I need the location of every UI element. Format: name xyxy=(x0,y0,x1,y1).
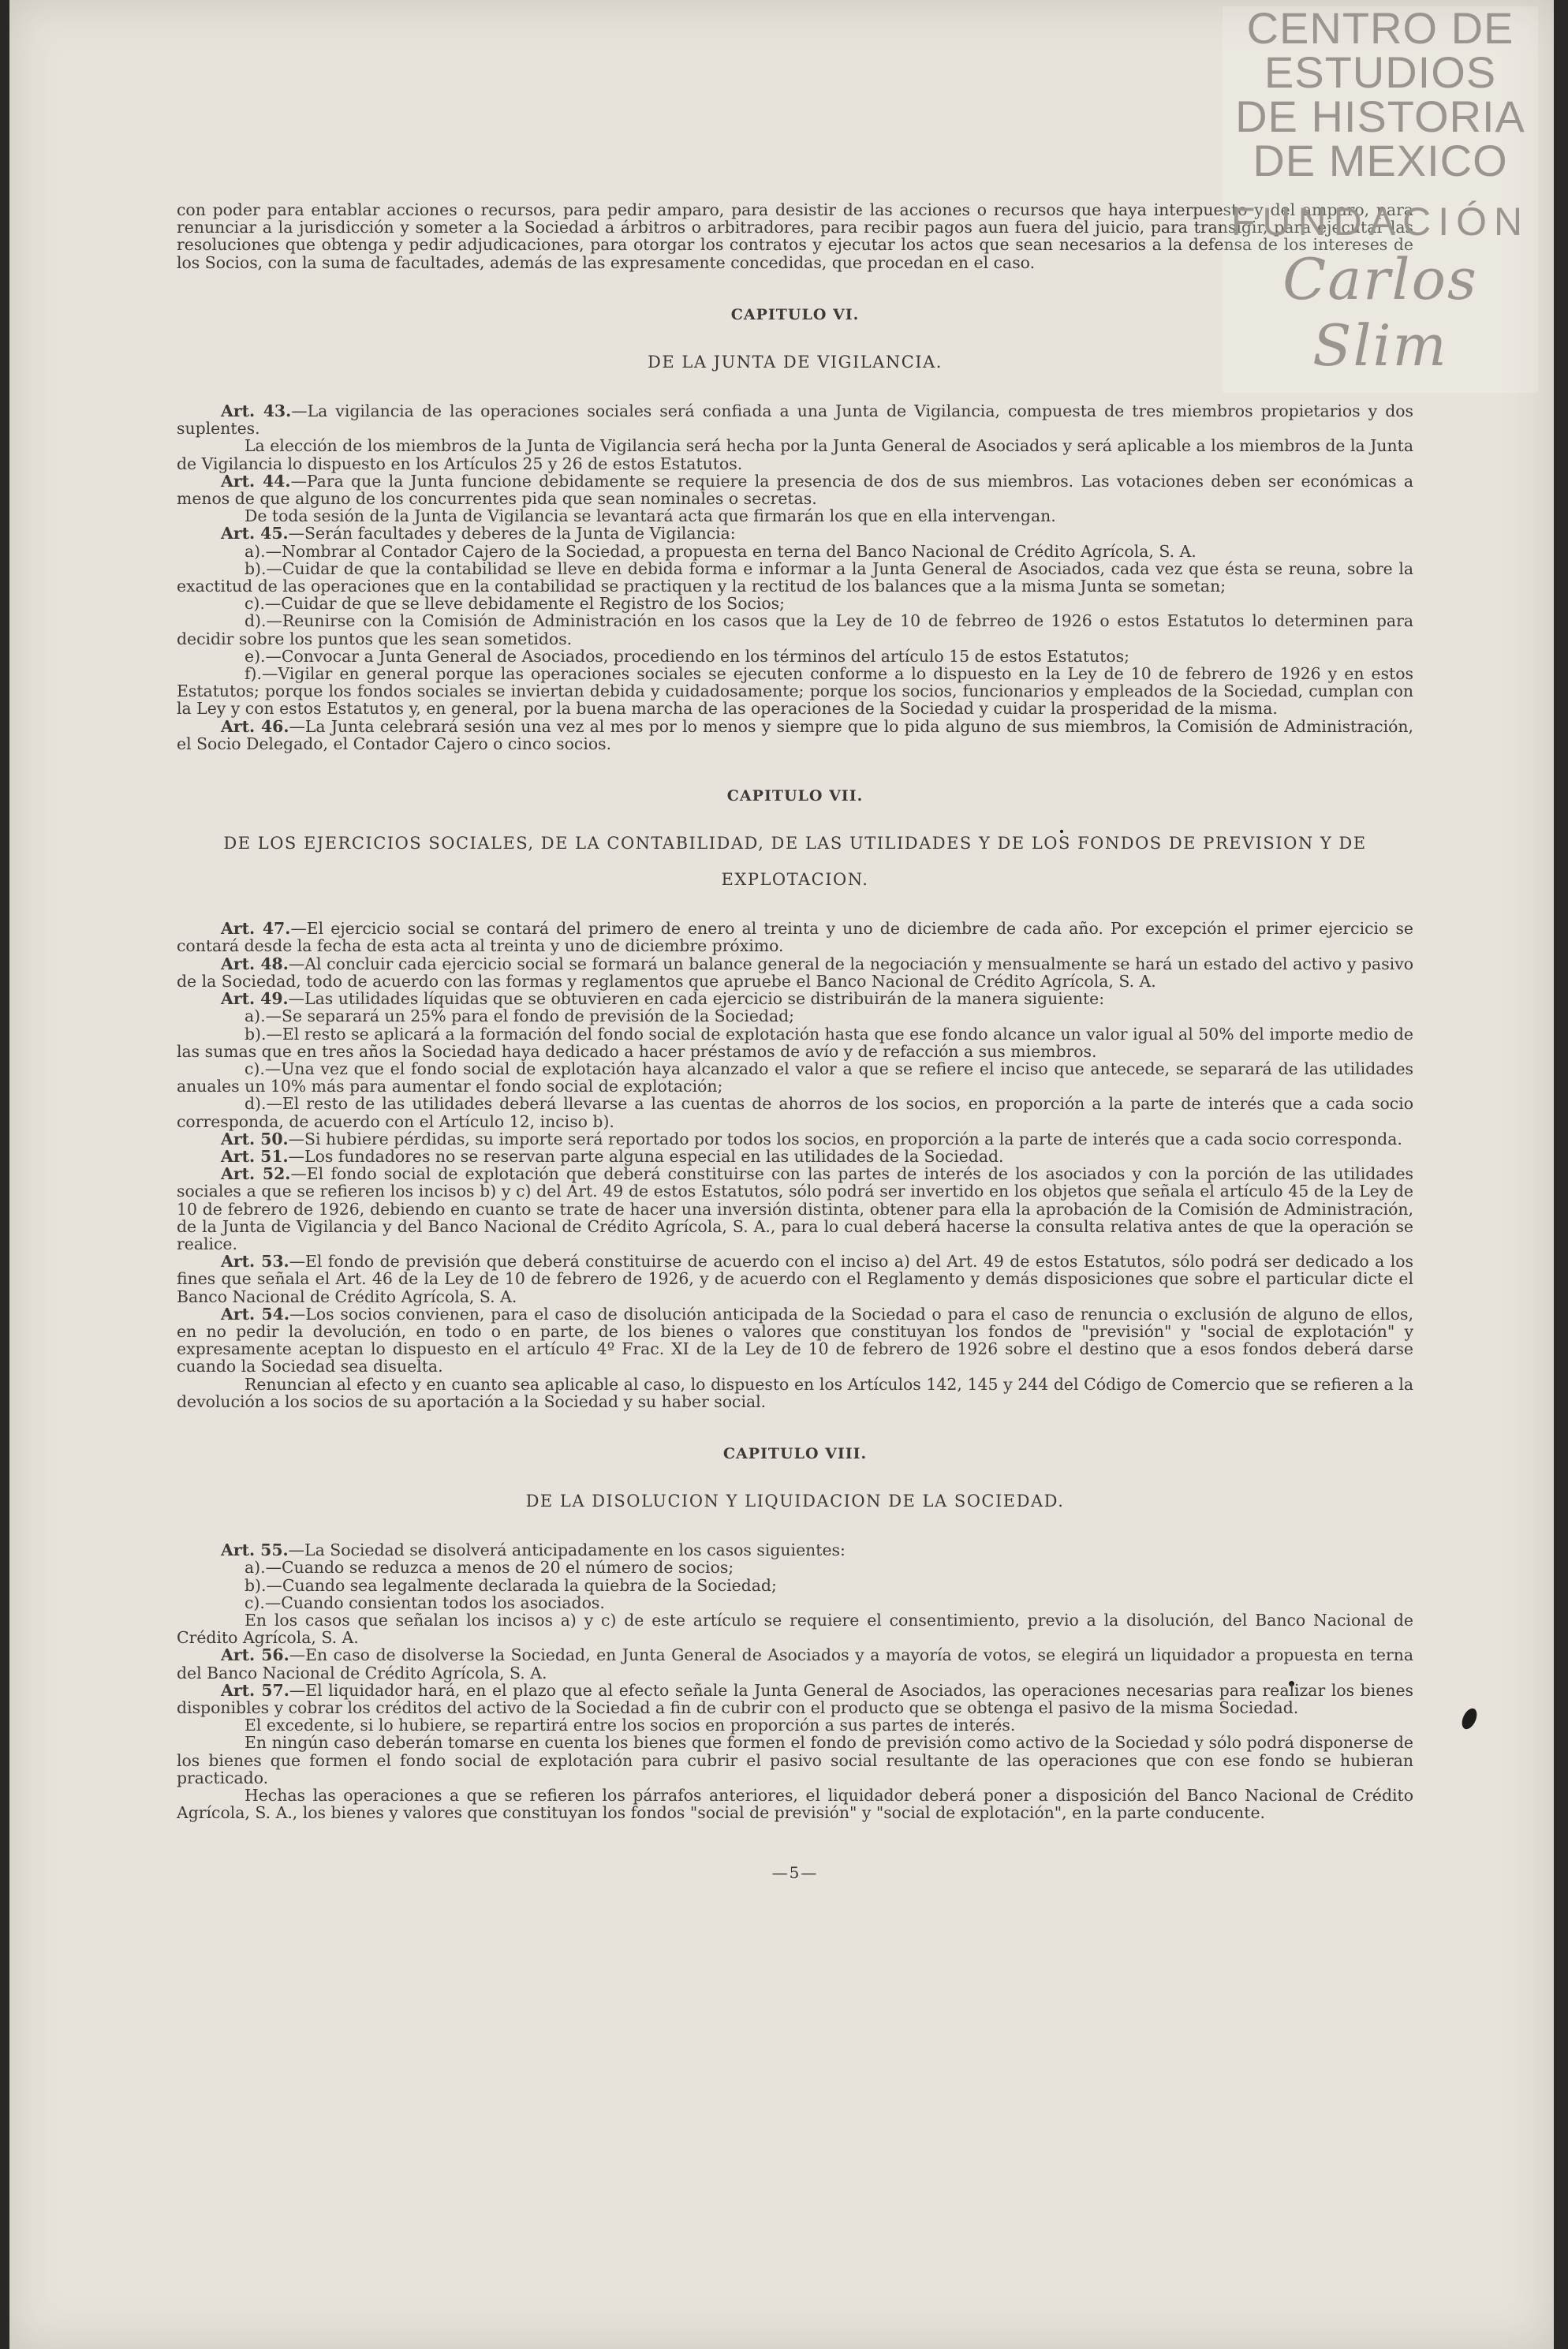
article-text: —Para que la Junta funcione debidamente se requiere la presencia de dos de sus miembros. Las votaciones deben ser económicas a menos de que alguno de los concurrentes pida que sean nominales o secretas. xyxy=(177,471,1414,509)
watermark-signature: Carlos Slim xyxy=(1282,246,1478,379)
article-label: Art. 47. xyxy=(221,919,291,939)
clause: e).—Convocar a Junta General de Asociados, procediendo en los términos del artículo 15 de estos Estatutos; xyxy=(245,646,1129,666)
clause: b).—Cuidar de que la contabilidad se lleve en debida forma e informar a la Junta General de Asociados, cada vez que ésta se reuna, sobre la exactitud de las operaciones que en la contabilidad se practiquen y la rectitud de los balances que a la misma Junta se sometan; xyxy=(177,558,1413,596)
article-label: Art. 46. xyxy=(221,716,289,736)
article-49 xyxy=(177,990,1413,1007)
article-text: —La vigilancia de las operaciones sociales será confiada a una Junta de Vigilancia, compuesta de tres miembros propietarios y dos suplentes. xyxy=(177,401,1413,439)
article-label: Art. 57. xyxy=(221,1680,289,1700)
article-label: Art. 51. xyxy=(221,1146,289,1166)
clause: d).—Reunirse con la Comisión de Administración en los casos que la Ley de 10 de febrreo de 1926 o estos Estatutos lo determinen para decidir sobre los puntos que les sean sometidos. xyxy=(177,611,1413,648)
article-text: —Las utilidades líquidas que se obtuvieren en cada ejercicio se distribuirán de la manera siguiente: xyxy=(288,989,1105,1009)
paragraph: Renuncian al efecto y en cuanto sea aplicable al caso, lo dispuesto en los Artículos 142, 145 y 244 del Código de Comercio que se refieren a la devolución a los socios de su aportación a la Sociedad y su haber social. xyxy=(177,1374,1413,1411)
paragraph: De toda sesión de la Junta de Vigilancia se levantará acta que firmarán los que en ella intervengan. xyxy=(245,506,1056,526)
clause: a).—Cuando se reduzca a menos de 20 el número de socios; xyxy=(245,1558,734,1578)
article-text: —Los fundadores no se reservan parte alguna especial en las utilidades de la Sociedad. xyxy=(288,1146,1004,1166)
article-text: —Los socios convienen, para el caso de disolución anticipada de la Sociedad o para el caso de renuncia o exclusión de alguno de ellos, en no pedir la devolución, en todo o en parte, de los bienes o valores que constituyan los fondos de "previsión" y "social de explotación" y expresamente aceptan lo dispuesto en el artículo 4º Frac. XI de la Ley de 10 de febrero de 1926 sobre el destino que a esos fondos deberá darse cuando la Sociedad sea disuelta. xyxy=(177,1304,1414,1376)
article-label: Art. 52. xyxy=(221,1164,291,1184)
document-body xyxy=(177,201,1413,1882)
paragraph: La elección de los miembros de la Junta de Vigilancia será hecha por la Junta General de Asociados y será aplicable a los miembros de la Junta de Vigilancia lo dispuesto en los Artículos 25 y 26 de estos Estatutos. xyxy=(177,436,1413,473)
watermark-line: ESTUDIOS xyxy=(1264,47,1497,97)
article-53 xyxy=(177,1253,1413,1305)
article-52 xyxy=(177,1165,1413,1253)
article-45 xyxy=(177,525,1413,542)
article-text: —El fondo de previsión que deberá constituirse de acuerdo con el inciso a) del Art. 49 de estos Estatutos, sólo podrá ser dedicado a los fines que señala el Art. 46 de la Ley de 10 de febrero de 1926, y de acuerdo con el Reglamento y demás disposiciones que sobre el particular dicte el Banco Nacional de Crédito Agrícola, S. A. xyxy=(177,1252,1413,1306)
article-label: Art. 50. xyxy=(221,1129,289,1148)
clause: a).—Se separará un 25% para el fondo de previsión de la Sociedad; xyxy=(245,1006,795,1026)
document-page xyxy=(9,0,1554,2349)
article-label: Art. 45. xyxy=(221,524,289,543)
article-44 xyxy=(177,472,1413,507)
watermark-fundacion: FUNDACIÓN xyxy=(1230,200,1530,244)
archive-watermark xyxy=(1223,3,1538,393)
clause: c).—Una vez que el fondo social de explotación haya alcanzado el valor a que se refiere el inciso que antecede, se separará de las utilidades anuales un 10% más para aumentar el fondo social de explotación; xyxy=(177,1059,1413,1096)
article-43 xyxy=(177,402,1413,437)
article-label: Art. 48. xyxy=(221,954,289,973)
watermark-line: CENTRO DE xyxy=(1246,3,1514,53)
article-text: —Al concluir cada ejercicio social se formará un balance general de la negociación y mensualmente se hará un estado del activo y pasivo de la Sociedad, todo de acuerdo con las formas y reglamentos que apruebe el Banco Nacional de Crédito Agrícola, S. A. xyxy=(177,954,1413,991)
clause: c).—Cuidar de que se lleve debidamente el Registro de los Socios; xyxy=(245,594,786,614)
article-label: Art. 56. xyxy=(221,1645,289,1665)
chapter-title: DE LA JUNTA DE VIGILANCIA. xyxy=(648,353,943,372)
article-label: Art. 49. xyxy=(221,989,289,1009)
article-46 xyxy=(177,718,1413,753)
clause: c).—Cuando consientan todos los asociados. xyxy=(245,1593,605,1612)
paragraph: En los casos que señalan los incisos a) y c) de este artículo se requiere el consentimiento, previo a la disolución, del Banco Nacional de Crédito Agrícola, S. A. xyxy=(177,1610,1413,1648)
clause: a).—Nombrar al Contador Cajero de la Sociedad, a propuesta en terna del Banco Nacional de Crédito Agrícola, S. A. xyxy=(245,541,1197,561)
article-text: —Si hubiere pérdidas, su importe será reportado por todos los socios, en proporción a la parte de interés que a cada socio corresponda. xyxy=(288,1129,1402,1148)
chapter-title: DE LOS EJERCICIOS SOCIALES, DE LA CONTABILIDAD, DE LAS UTILIDADES Y DE LOS FONDOS DE PREVISION Y DE EXPLOTACION. xyxy=(223,834,1367,890)
article-text: —El liquidador hará, en el plazo que al efecto señale la Junta General de Asociados, las operaciones necesarias para realizar los bienes disponibles y cobrar los créditos del activo de la Sociedad a fin de cubrir con el producto que se obtenga el pasivo de la misma Sociedad. xyxy=(177,1680,1413,1717)
watermark-line: DE HISTORIA xyxy=(1235,91,1525,141)
paragraph: En ningún caso deberán tomarse en cuenta los bienes que formen el fondo de previsión como activo de la Sociedad y sólo podrá disponerse de los bienes que formen el fondo social de explotación para cubrir el pasivo social resultante de las operaciones que con ese fondo se hubieran practicado. xyxy=(177,1733,1413,1787)
chapter-title: DE LA DISOLUCION Y LIQUIDACION DE LA SOCIEDAD. xyxy=(525,1492,1065,1511)
article-text: —El ejercicio social se contará del primero de enero al treinta y uno de diciembre de cada año. Por excepción el primer ejercicio se contará desde la fecha de esta acta al treinta y uno de diciembre próximo. xyxy=(177,919,1413,956)
intro-paragraph: con poder para entablar acciones o recursos, para pedir amparo, para desistir de las acciones o recursos que haya interpuesto y del amparo, para renunciar a la jurisdicción y someter a la Sociedad a árbitros o arbitradores, para recibir pagos aun fuera del juicio, para transigir, para ejecutar las resoluciones que obtenga y pedir adjudicaciones, para otorgar los contratos y ejecutar los actos que sean necesarios a la defensa de los intereses de los Socios, con la suma de facultades, además de las expresamente concedidas, que procedan en el caso. xyxy=(177,200,1413,272)
clause: b).—Cuando sea legalmente declarada la quiebra de la Sociedad; xyxy=(245,1575,777,1595)
article-text: —En caso de disolverse la Sociedad, en Junta General de Asociados y a mayoría de votos, se elegirá un liquidador a propuesta en terna del Banco Nacional de Crédito Agrícola, S. A. xyxy=(177,1645,1413,1682)
article-51 xyxy=(177,1148,1413,1165)
paragraph: El excedente, si lo hubiere, se repartirá entre los socios en proporción a sus partes de interés. xyxy=(245,1716,1016,1735)
article-label: Art. 44. xyxy=(221,471,291,491)
article-text: —Serán facultades y deberes de la Junta de Vigilancia: xyxy=(288,524,736,543)
article-54 xyxy=(177,1305,1413,1376)
article-text: —El fondo social de explotación que deberá constituirse con las partes de interés de los asociados y con la porción de las utilidades sociales a que se refieren los incisos b) y c) del Art. 49 de estos Estatutos, sólo podrá ser invertido en los objetos que señala el artículo 45 de la Ley de 10 de febrero de 1926, debiendo en cuanto se trate de hacer una inversión distinta, obtener para ella la aprobación de la Comisión de Administración, de la Junta de Vigilancia y del Banco Nacional de Crédito Agrícola, S. A., para lo cual deberá hacerse la consulta relativa antes de que la operación se realice. xyxy=(177,1164,1414,1253)
clause: d).—El resto de las utilidades deberá llevarse a las cuentas de ahorros de los socios, en proporción a la parte de interés que a cada socio corresponda, de acuerdo con el Artículo 12, inciso b). xyxy=(177,1094,1413,1131)
clause: b).—El resto se aplicará a la formación del fondo social de explotación hasta que ese fondo alcance un valor igual al 50% del importe medio de las sumas que en tres años la Sociedad haya dedicado a hacer préstamos de avío y de refacción a sus miembros. xyxy=(177,1024,1413,1061)
ink-blot xyxy=(1459,1706,1480,1731)
clause: f).—Vigilar en general porque las operaciones sociales se ejecuten conforme a lo dispuesto en la Ley de 10 de febrero de 1926 y en estos Estatutos; porque los fondos sociales se inviertan debida y cuidadosamente; porque los socios, funcionarios y empleados de la Sociedad, cumplan con la Ley y con estos Estatutos y, en general, por la buena marcha de las operaciones de la Sociedad y cuidar la prosperidad de la misma. xyxy=(177,664,1413,719)
article-57 xyxy=(177,1682,1413,1716)
article-text: —La Sociedad se disolverá anticipadamente en los casos siguientes: xyxy=(288,1540,846,1560)
article-48 xyxy=(177,955,1413,990)
page-number: —5— xyxy=(771,1863,819,1883)
article-47 xyxy=(177,920,1413,954)
article-label: Art. 54. xyxy=(221,1304,289,1324)
article-label: Art. 53. xyxy=(221,1252,289,1272)
chapter-heading: CAPITULO VII. xyxy=(726,787,864,805)
paragraph: Hechas las operaciones a que se refieren los párrafos anteriores, el liquidador deberá poner a disposición del Banco Nacional de Crédito Agrícola, S. A., los bienes y valores que constituyan los fondos "social de previsión" y "social de explotación", en la parte conducente. xyxy=(177,1786,1413,1823)
article-55 xyxy=(177,1541,1413,1559)
chapter-heading: CAPITULO VI. xyxy=(730,305,860,323)
article-label: Art. 55. xyxy=(221,1540,289,1560)
watermark-line: DE MEXICO xyxy=(1253,136,1508,185)
article-56 xyxy=(177,1646,1413,1681)
chapter-heading: CAPITULO VIII. xyxy=(722,1444,868,1462)
article-50 xyxy=(177,1130,1413,1148)
article-label: Art. 43. xyxy=(221,401,292,421)
article-text: —La Junta celebrará sesión una vez al mes por lo menos y siempre que lo pida alguno de sus miembros, la Comisión de Administración, el Socio Delegado, el Contador Cajero o cinco socios. xyxy=(177,716,1413,753)
